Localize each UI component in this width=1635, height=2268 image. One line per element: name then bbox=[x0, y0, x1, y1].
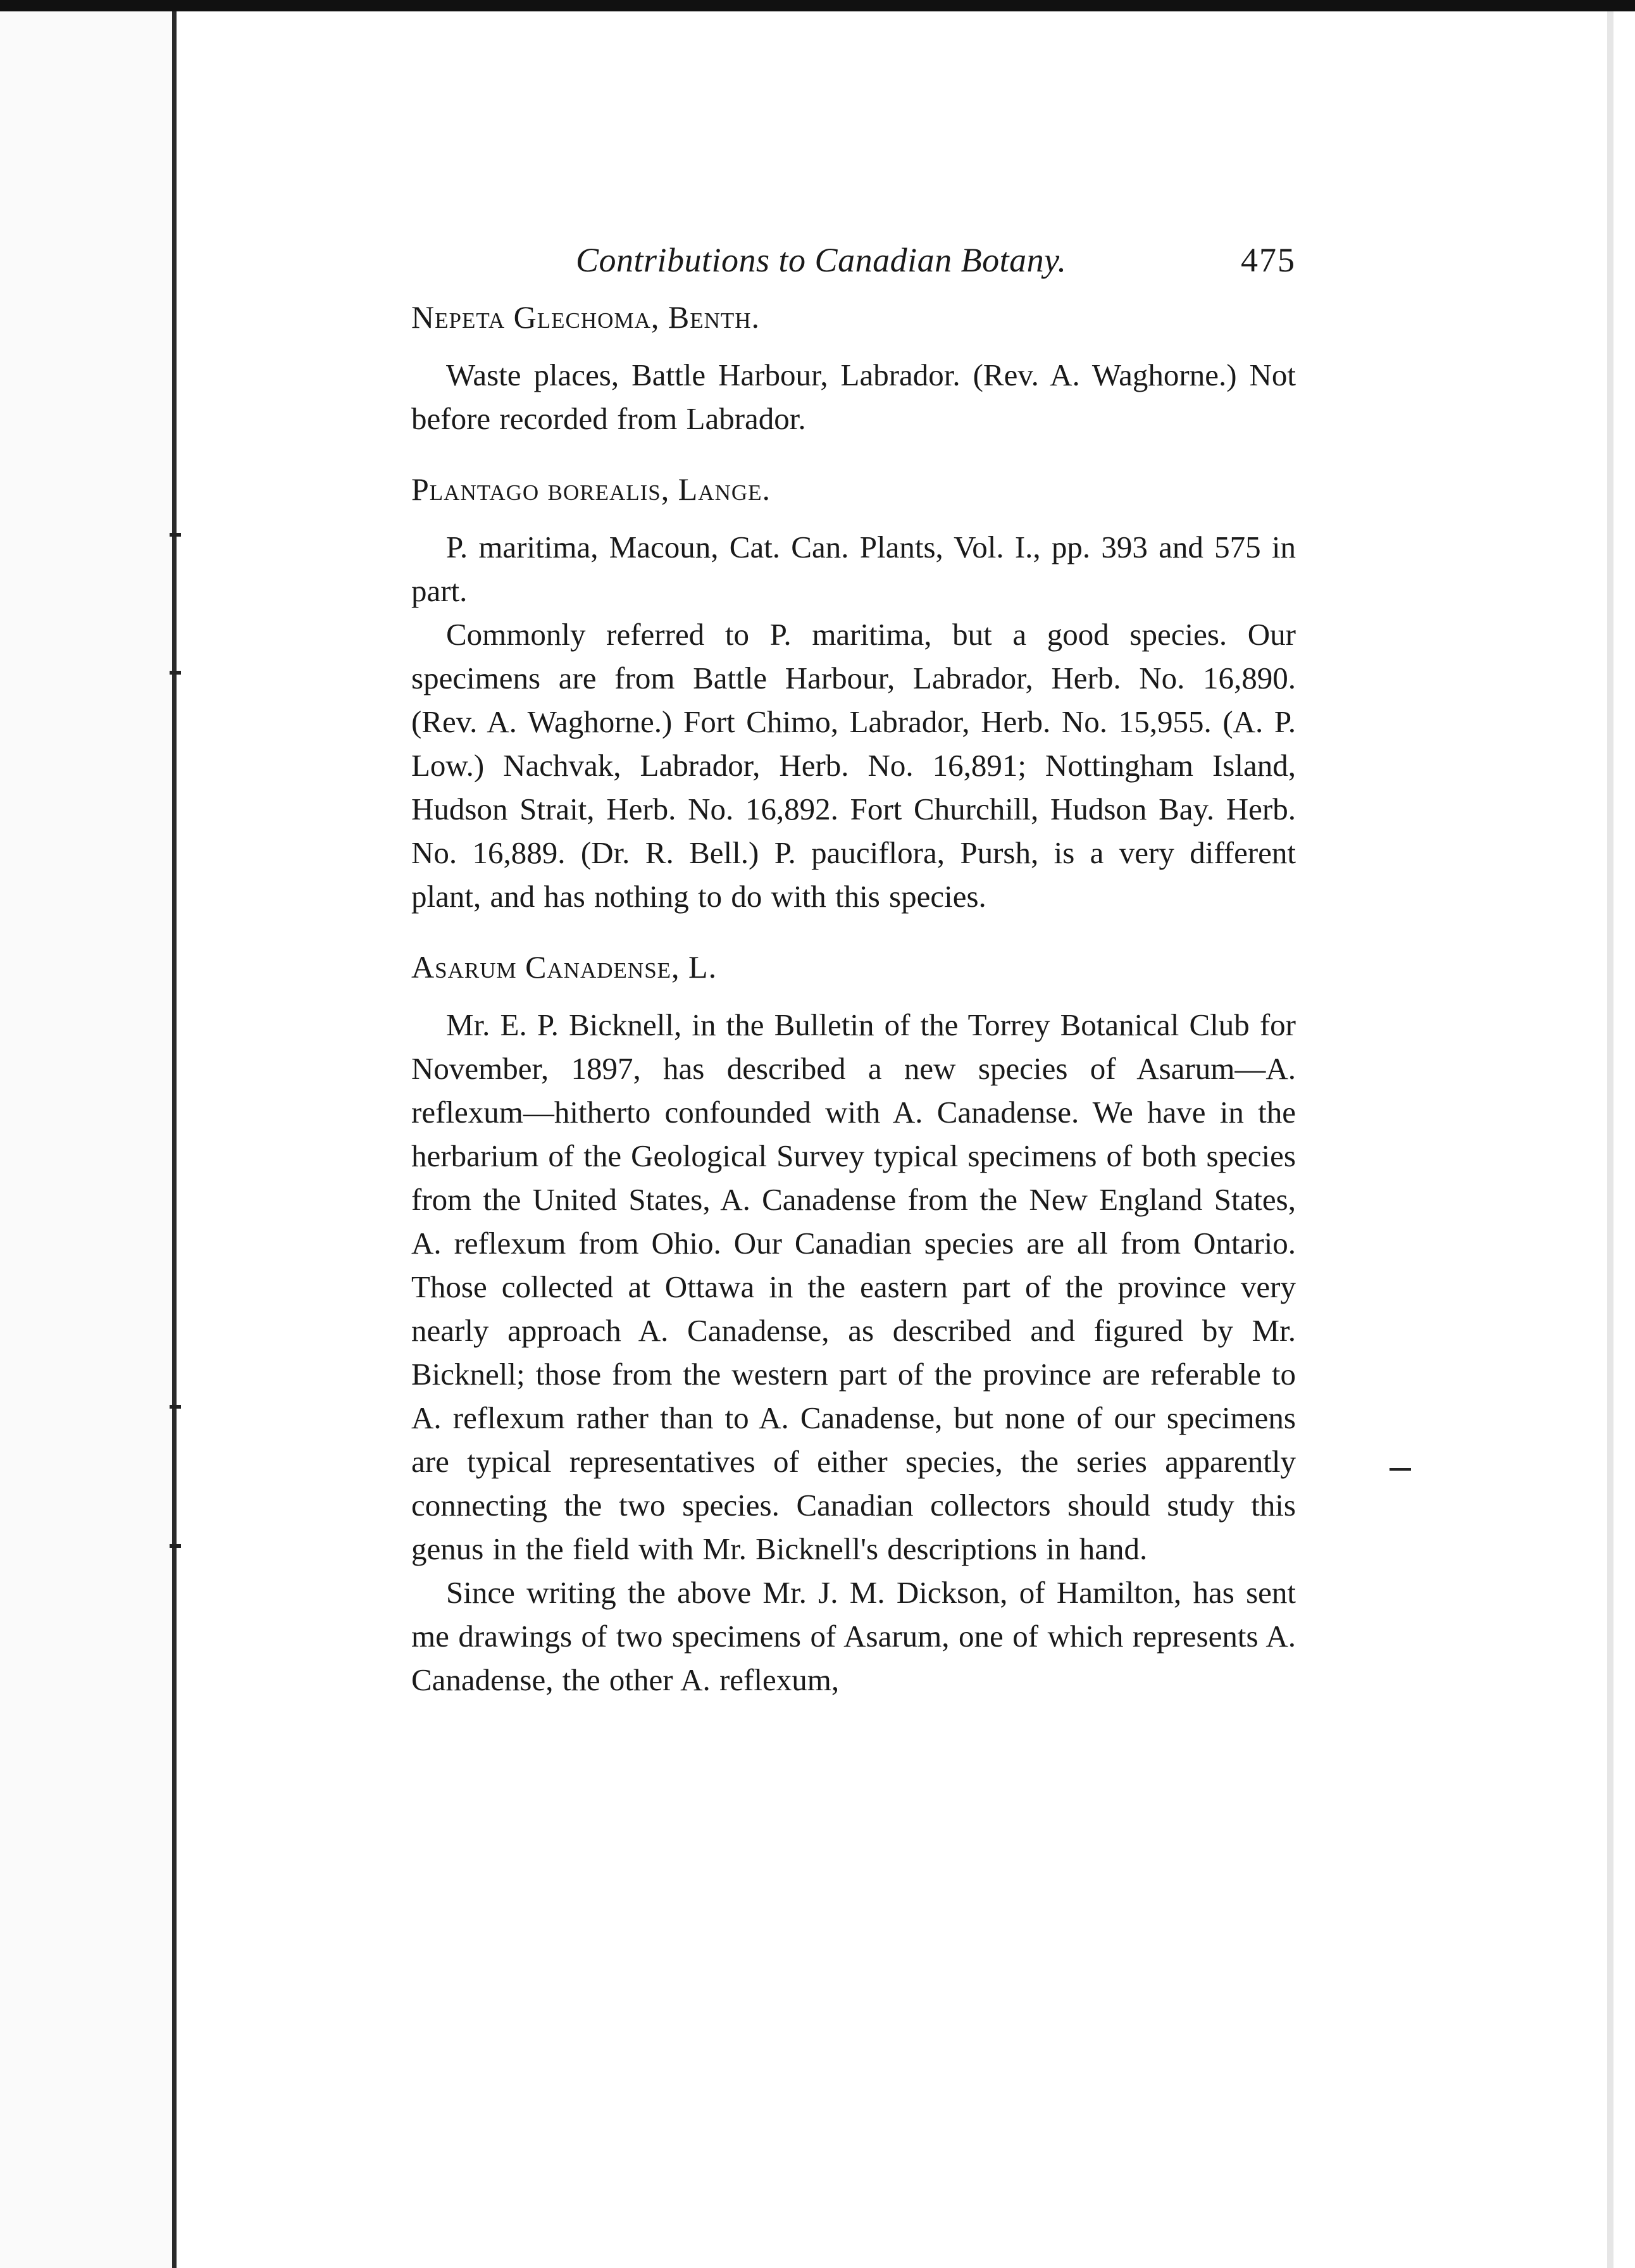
species-heading: Asarum Canadense, L. bbox=[411, 949, 718, 985]
page-header bbox=[411, 240, 1296, 295]
species-heading: Nepeta Glechoma, Benth. bbox=[411, 299, 761, 335]
margin-tick-mark bbox=[170, 533, 181, 537]
species-heading: Plantago borealis, Lange. bbox=[411, 471, 771, 507]
margin-tick-mark bbox=[170, 1544, 181, 1548]
species-paragraph: Commonly referred to P. maritima, but a good species. Our specimens are from Battle Harbour, Labrador, Herb. No. 16,890. (Rev. A. Waghorne.) Fort Chimo, Labrador, Herb. No. 15,955. (A. P. Low.) Nachvak, Labrador, Herb. No. 16,891; Nottingham Island, Hudson Strait, Herb. No. 16,892. Fort Churchill, Hudson Bay. Herb. No. 16,889. (Dr. R. Bell.) P. pauciflora, Pursh, is a very different plant, and has nothing to do with this species. bbox=[411, 617, 1296, 914]
species-paragraph: Mr. E. P. Bicknell, in the Bulletin of the Torrey Botanical Club for November, 1897, has described a new species of Asarum—A. reflexum—hitherto confounded with A. Canadense. We have in the herbarium of the Geological Survey typical specimens of both species from the United States, A. Canadense from the New England States, A. reflexum from Ohio. Our Canadian species are all from Ontario. Those collected at Ottawa in the eastern part of the province very nearly approach A. Canadense, as described and figured by Mr. Bicknell; those from the western part of the province are referable to A. reflexum rather than to A. Canadense, but none of our specimens are typical representatives of either species, the series apparently connecting the two species. Canadian collectors should study this genus in the field with Mr. Bicknell's descriptions in hand. bbox=[411, 1007, 1296, 1566]
species-paragraph: Since writing the above Mr. J. M. Dickson, of Hamilton, has sent me drawings of two specimens of Asarum, one of which represents A. Canadense, the other A. reflexum, bbox=[411, 1575, 1296, 1697]
margin-dash-mark bbox=[1389, 1468, 1411, 1471]
scan-right-edge bbox=[1607, 11, 1613, 2268]
margin-tick-mark bbox=[170, 671, 181, 675]
margin-tick-mark bbox=[170, 1405, 181, 1409]
scan-left-margin bbox=[0, 11, 172, 2268]
species-paragraph: Waste places, Battle Harbour, Labrador. (Rev. A. Waghorne.) Not before recorded from Labrador. bbox=[411, 358, 1296, 436]
page-edge-line bbox=[172, 11, 177, 2268]
page-number: 475 bbox=[1241, 241, 1296, 279]
running-title: Contributions to Canadian Botany. bbox=[576, 241, 1067, 279]
book-page bbox=[411, 240, 1296, 1702]
species-paragraph: P. maritima, Macoun, Cat. Can. Plants, Vol. I., pp. 393 and 575 in part. bbox=[411, 530, 1296, 608]
scan-top-border bbox=[0, 0, 1635, 11]
